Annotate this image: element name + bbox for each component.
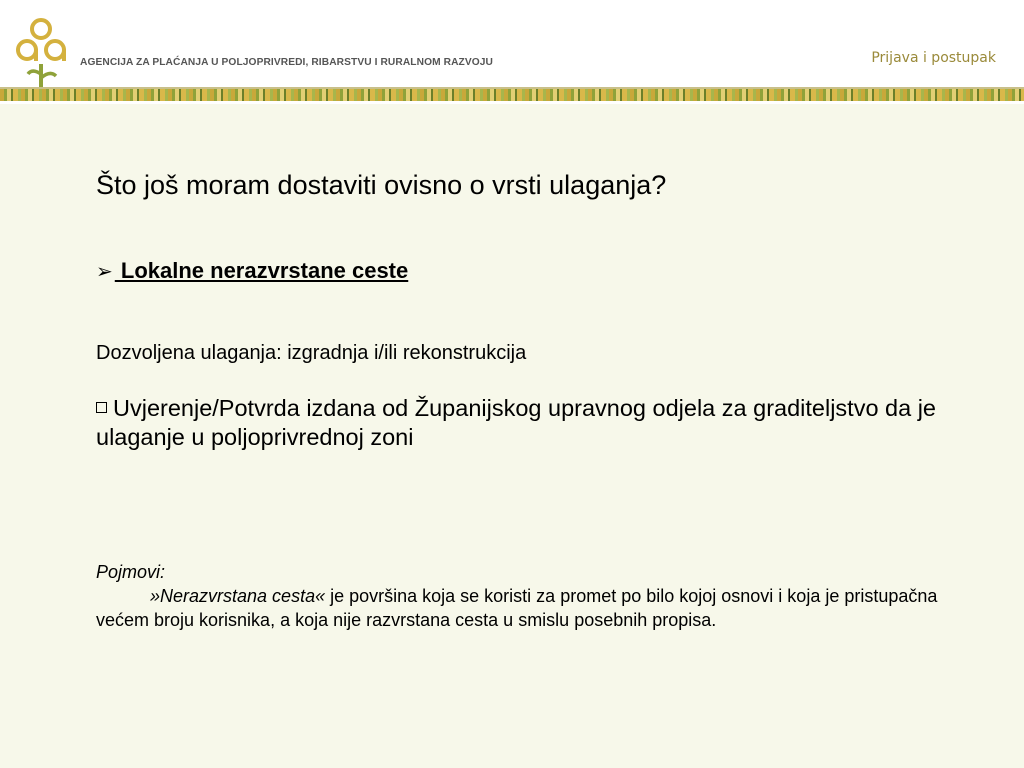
slide-header [0, 0, 1024, 104]
term-definition: je površina koja se koristi za promet po bilo kojoj osnovi i koja je pristupačna većem broju korisnika, a koja nije razvrstana cesta u smislu posebnih propisa. [96, 586, 938, 630]
terms-label: Pojmovi: [96, 562, 166, 582]
term-name: »Nerazvrstana cesta« [150, 586, 326, 606]
requirement-text: Uvjerenje/Potvrda izdana od Županijskog upravnog odjela za graditeljstvo da je ulaganje u poljoprivrednoj zoni [96, 395, 937, 450]
section-label: Prijava i postupak [871, 50, 996, 66]
slide-title: Što još moram dostaviti ovisno o vrsti ulaganja? [96, 170, 667, 200]
terms-section [96, 560, 966, 632]
checkbox-bullet-icon [96, 402, 107, 413]
agency-logo [14, 18, 68, 98]
arrow-bullet-icon: ➢ [96, 261, 113, 283]
requirement-item [96, 394, 956, 452]
allowed-investments: Dozvoljena ulaganja: izgradnja i/ili rekonstrukcija [96, 342, 527, 364]
decorative-stripe [0, 89, 1024, 101]
subheading-text: Lokalne nerazvrstane ceste [114, 258, 409, 283]
agency-name: AGENCIJA ZA PLAĆANJA U POLJOPRIVREDI, RIBARSTVU I RURALNOM RAZVOJU [80, 57, 493, 68]
subheading [96, 258, 408, 284]
